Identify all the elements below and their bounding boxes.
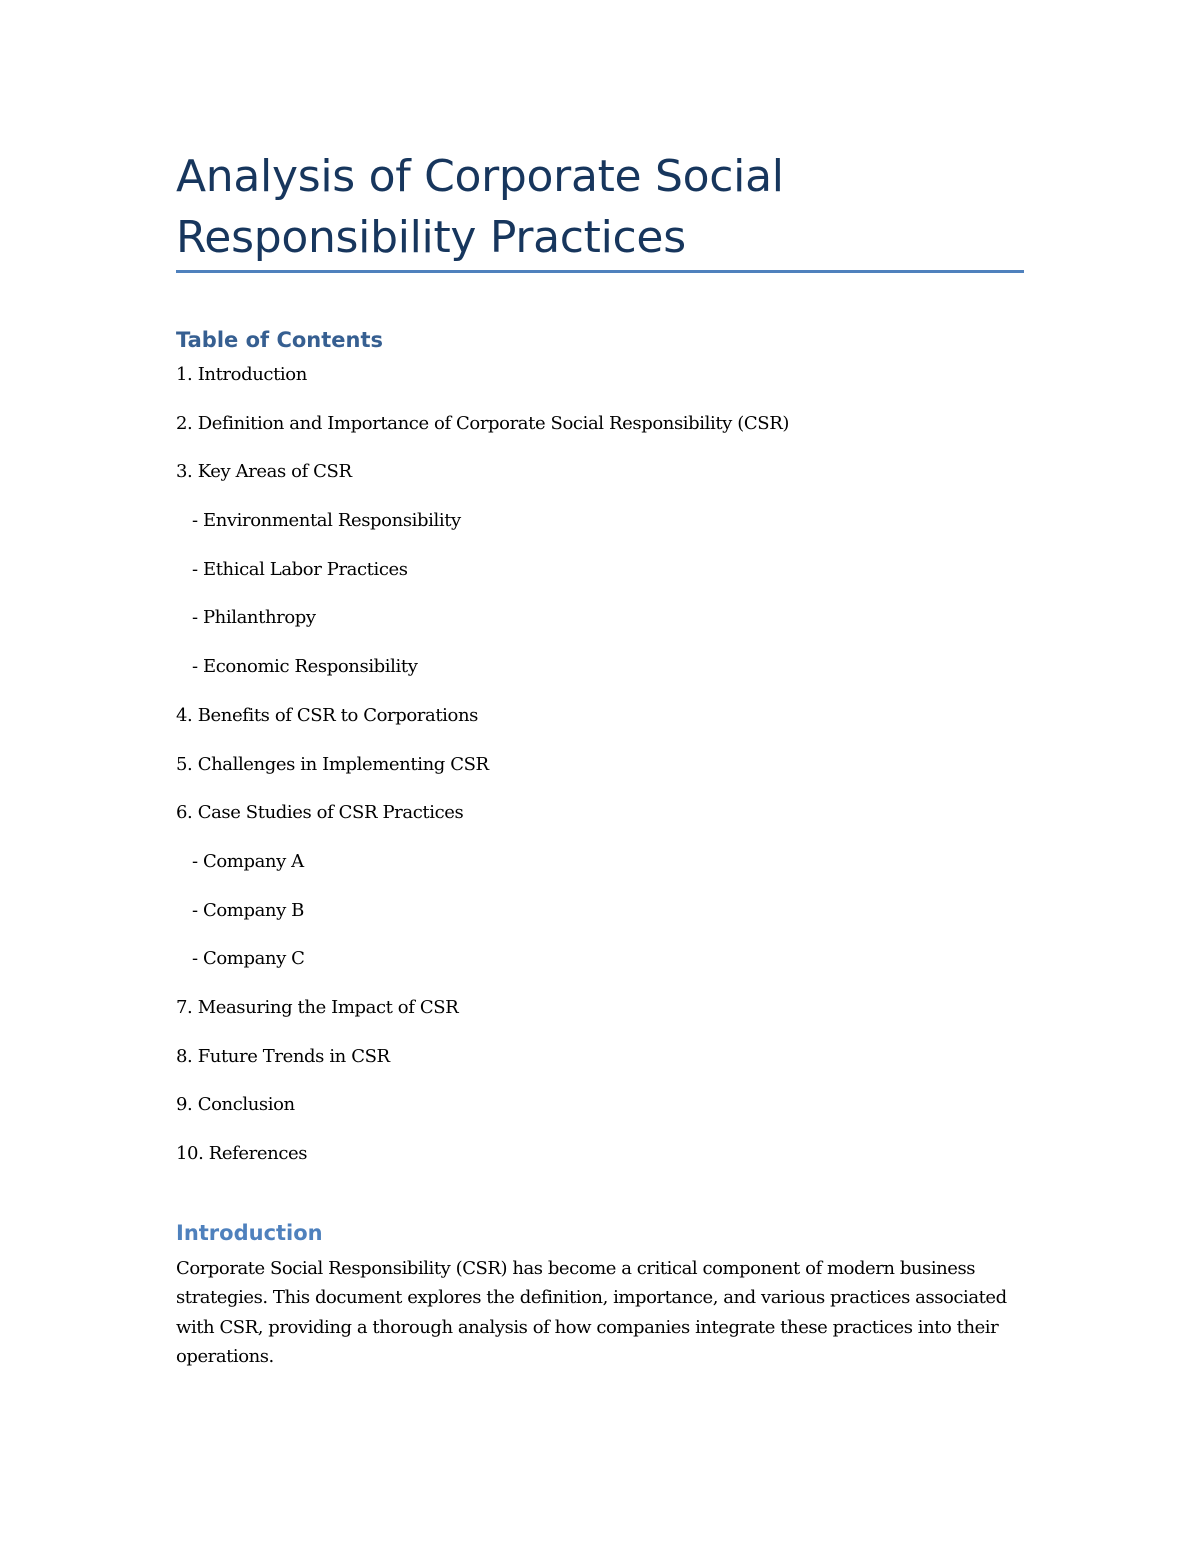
document-title: Analysis of Corporate Social Responsibility Practices xyxy=(176,151,784,263)
toc-item: 3. Key Areas of CSR xyxy=(176,461,352,483)
toc-item: 10. References xyxy=(176,1143,308,1164)
title-underline xyxy=(176,270,1024,273)
toc-subitem: - Environmental Responsibility xyxy=(176,510,461,532)
toc-subitem: - Company A xyxy=(176,850,304,872)
toc-subitem: - Company C xyxy=(176,948,305,970)
toc-subitem: - Company B xyxy=(176,899,305,921)
toc-subitem: - Economic Responsibility xyxy=(176,656,418,678)
toc-list xyxy=(176,362,1036,1190)
toc-subitem: - Philanthropy xyxy=(176,607,316,629)
introduction-paragraph: Corporate Social Responsibility (CSR) has become a critical component of modern business strategies. This document explores the definition, importance, and various practices associated with CSR, providing a thorough analysis of how companies integrate these practices into their operations. xyxy=(176,1258,1007,1367)
toc-item: 4. Benefits of CSR to Corporations xyxy=(176,704,478,726)
toc-subitem: - Ethical Labor Practices xyxy=(176,558,408,580)
toc-item: 6. Case Studies of CSR Practices xyxy=(176,802,464,824)
toc-item: 5. Challenges in Implementing CSR xyxy=(176,753,489,775)
introduction-heading: Introduction xyxy=(176,1221,323,1245)
toc-item: 8. Future Trends in CSR xyxy=(176,1045,390,1067)
toc-item: 9. Conclusion xyxy=(176,1094,295,1116)
toc-item: 7. Measuring the Impact of CSR xyxy=(176,996,459,1018)
toc-item: 1. Introduction xyxy=(176,364,307,385)
toc-item: 2. Definition and Importance of Corporate Social Responsibility (CSR) xyxy=(176,412,789,434)
toc-heading: Table of Contents xyxy=(176,328,384,352)
